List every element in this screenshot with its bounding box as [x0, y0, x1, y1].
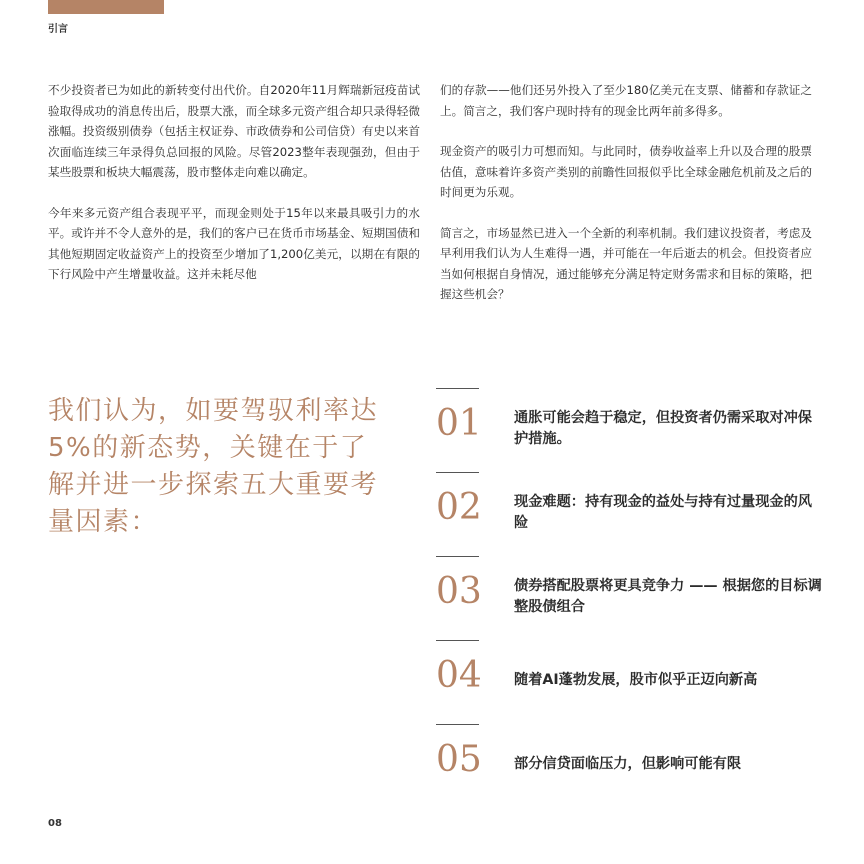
factor-item: [436, 388, 824, 472]
factor-number: 04: [436, 655, 482, 696]
factor-text: 随着AI蓬勃发展，股市似乎正迈向新高: [514, 672, 758, 688]
pull-quote: 我们认为，如要驾驭利率达5%的新态势，关键在于了解并进一步探索五大重要考量因素：: [48, 396, 379, 537]
factor-number: 05: [436, 739, 482, 780]
page-number: 08: [48, 818, 62, 829]
factor-divider: [436, 388, 479, 389]
factor-text: 通胀可能会趋于稳定，但投资者仍需采取对冲保护措施。: [514, 410, 812, 447]
section-label: 引言: [48, 24, 68, 35]
left-text-column: [48, 80, 420, 305]
factor-item: [436, 640, 824, 724]
factor-divider: [436, 556, 479, 557]
body-paragraph: 现金资产的吸引力可想而知。与此同时，债券收益率上升以及合理的股票估值，意味着许多资产类别的前瞻性回报似乎比全球金融危机前及之后的时间更为乐观。: [440, 144, 812, 199]
body-paragraph: 简言之，市场显然已进入一个全新的利率机制。我们建议投资者，考虑及早利用我们认为人生难得一遇，并可能在一年后逝去的机会。但投资者应当如何根据自身情况，通过能够充分满足特定财务需求和目标的策略，把握这些机会？: [440, 225, 812, 301]
factor-divider: [436, 724, 479, 725]
header-accent-bar: [48, 0, 164, 14]
factors-list: [436, 388, 824, 808]
factor-divider: [436, 472, 479, 473]
body-paragraph: 不少投资者已为如此的新转变付出代价。自2020年11月辉瑞新冠疫苗试验取得成功的消息传出后，股票大涨，而全球多元资产组合却只录得轻微涨幅。投资级别债券（包括主权证券、市政债券和公司信贷）有史以来首次面临连续三年录得负总回报的风险。尽管2023整年表现强劲，但由于某些股票和板块大幅震荡，股市整体走向难以确定。: [48, 83, 420, 179]
body-paragraph: 今年来多元资产组合表现平平，而现金则处于15年以来最具吸引力的水平。或许并不令人意外的是，我们的客户已在货币市场基金、短期国债和其他短期固定收益资产上的投资至少增加了1,200亿美元，以期在有限的下行风险中产生增量收益。这并未耗尽他: [48, 205, 420, 281]
factor-text: 部分信贷面临压力，但影响可能有限: [514, 756, 742, 772]
factor-number: 02: [436, 487, 482, 528]
factor-text: 现金难题：持有现金的益处与持有过量现金的风险: [514, 494, 812, 531]
factor-number: 03: [436, 571, 482, 612]
factor-item: [436, 724, 824, 808]
factor-item: [436, 472, 824, 556]
factor-text: 债券搭配股票将更具竞争力 —— 根据您的目标调整股债组合: [514, 578, 822, 615]
factor-divider: [436, 640, 479, 641]
right-text-column: [440, 80, 812, 325]
factor-number: 01: [436, 403, 482, 444]
factor-item: [436, 556, 824, 640]
body-paragraph: 们的存款——他们还另外投入了至少180亿美元在支票、储蓄和存款证之上。简言之，我们客户现时持有的现金比两年前多得多。: [440, 83, 812, 118]
